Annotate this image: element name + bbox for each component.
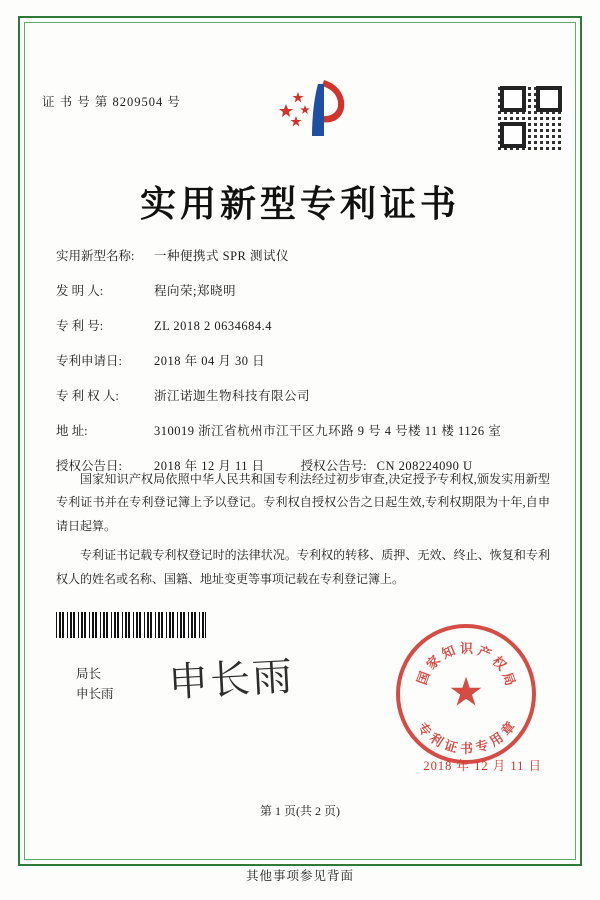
seal-star-icon: ★ bbox=[448, 669, 484, 715]
seal-text bbox=[400, 628, 532, 760]
seal-char: 产 bbox=[475, 642, 494, 662]
seal-date: 2018 年 12 月 11 日 bbox=[423, 759, 542, 773]
seal-char: 专 bbox=[414, 719, 435, 740]
field-label: 专利申请日: bbox=[56, 354, 122, 368]
seal-char: 知 bbox=[439, 642, 458, 662]
legal-paragraph: 专利证书记载专利权登记时的法律状况。专利权的转移、质押、无效、终止、恢复和专利权人的姓名或名称、国籍、地址变更等事项记载在专利登记簿上。 bbox=[56, 548, 550, 586]
field-label: 实用新型名称: bbox=[56, 249, 135, 263]
qr-code-icon bbox=[498, 84, 564, 150]
seal-char: 国 bbox=[414, 669, 433, 687]
footnote: 其他事项参见背面 bbox=[245, 869, 354, 883]
seal-char: 书 bbox=[460, 741, 474, 756]
field-value: 程向荣;郑晓明 bbox=[154, 284, 236, 298]
seal-char: 权 bbox=[489, 653, 510, 674]
barcode-icon bbox=[56, 612, 206, 638]
field-label: 发 明 人: bbox=[56, 284, 104, 298]
seal-char: 利 bbox=[426, 729, 447, 750]
certificate-number: 证 书 号 第 8209504 号 bbox=[42, 95, 181, 109]
field-row-address bbox=[56, 421, 550, 439]
field-value: 2018 年 12 月 11 日 bbox=[154, 459, 265, 473]
field-label: 专 利 权 人: bbox=[56, 389, 119, 403]
seal-char: 证 bbox=[442, 737, 460, 756]
field-value: 一种便携式 SPR 测试仪 bbox=[154, 249, 289, 263]
certificate-content bbox=[36, 36, 564, 883]
field-value: 2018 年 04 月 30 日 bbox=[154, 354, 266, 368]
field-row-name bbox=[56, 246, 550, 264]
field-value-2: CN 208224090 U bbox=[376, 459, 473, 473]
field-row-application-date bbox=[56, 351, 550, 369]
cnipa-logo-icon bbox=[272, 74, 364, 152]
seal-char: 家 bbox=[423, 652, 444, 673]
legal-text bbox=[56, 468, 550, 597]
seal-char: 用 bbox=[486, 729, 506, 750]
field-label: 地 址: bbox=[56, 424, 88, 438]
legal-paragraph: 国家知识产权局依照中华人民共和国专利法经过初步审查,决定授予专利权,颁发实用新型专利证书并在专利登记簿上予以登记。专利权自授权公告之日起生效,专利权期限为十年,自申请日起算。 bbox=[56, 472, 550, 533]
certificate-fields bbox=[56, 246, 550, 491]
field-row-patent-number bbox=[56, 316, 550, 334]
field-label: 授权公告日: bbox=[56, 459, 122, 473]
seal-char: 局 bbox=[499, 670, 519, 688]
field-row-patentee bbox=[56, 386, 550, 404]
field-value: ZL 2018 2 0634684.4 bbox=[154, 319, 273, 333]
page-title: 实用新型专利证书 bbox=[139, 183, 460, 225]
seal-char: 识 bbox=[460, 641, 474, 656]
field-value: 浙江诺迦生物科技有限公司 bbox=[154, 389, 311, 403]
field-value: 310019 浙江省杭州市江干区九环路 9 号 4 号楼 11 楼 1126 室 bbox=[154, 424, 502, 438]
director-label: 局长 申长雨 bbox=[76, 667, 114, 701]
seal-char: 专 bbox=[473, 737, 491, 756]
seal-char: 章 bbox=[498, 718, 519, 739]
official-seal bbox=[396, 624, 536, 764]
field-label: 专 利 号: bbox=[56, 319, 104, 333]
field-row-inventor bbox=[56, 281, 550, 299]
handwritten-signature: 申长雨 bbox=[167, 653, 296, 707]
page-number: 第 1 页(共 2 页) bbox=[260, 804, 340, 818]
field-label-2: 授权公告号: bbox=[300, 459, 367, 473]
